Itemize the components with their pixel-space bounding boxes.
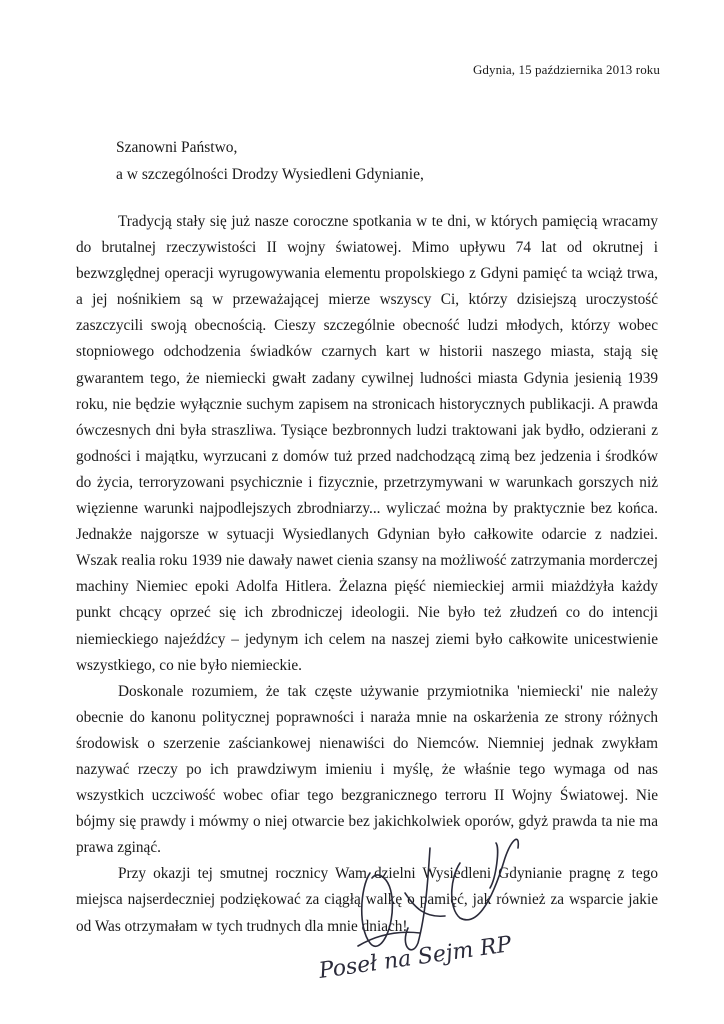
handwritten-signature bbox=[300, 818, 560, 1018]
paragraph-2: Doskonale rozumiem, że tak częste używanie przymiotnika 'niemiecki' nie należy obecnie do kanonu politycznej poprawności i naraża mnie na oskarżenia ze strony różnych środowisk o szerzenie zaściankowej nienawiści do Niemców. Niemniej jednak zwykłam nazywać rzeczy po ich prawdziwym imieniu i myślę, że właśnie tego wymaga od nas wszystkich uczciwość wobec ofiar tego bezgranicznego terroru II Wojny Światowej. Nie bójmy się prawdy i mówmy o niej otwarcie bez jakichkolwiek oporów, gdyż prawda ta nie ma prawa zginąć. bbox=[76, 682, 658, 857]
signature-drawing bbox=[300, 818, 560, 1018]
salutation bbox=[116, 134, 424, 188]
signature-note: Poseł na Sejm RP bbox=[317, 932, 513, 984]
paragraph-3: Przy okazji tej smutnej rocznicy Wam dzielni Wysiedleni Gdynianie pragnę z tego miejsca najserdeczniej podziękować za ciągłą walkę o pamięć, jak również za wsparcie jakie od Was otrzymałam w tych trudnych dla mnie dniach! bbox=[76, 865, 658, 935]
date-line: Gdynia, 15 października 2013 roku bbox=[472, 62, 660, 77]
salutation-line-2: a w szczególności Drodzy Wysiedleni Gdynianie, bbox=[116, 166, 424, 183]
salutation-line-1: Szanowni Państwo, bbox=[116, 139, 238, 156]
paragraph-1: Tradycją stały się już nasze coroczne spotkania w te dni, w których pamięcią wracamy do brutalnej rzeczywistości II wojny światowej. Mimo upływu 74 lat od okrutnej i bezwzględnej operacji wyrugowywania elementu propolskiego z Gdyni pamięć ta wciąż trwa, a jej nośnikiem są w przeważającej mierze wszyscy Ci, którzy dzisiejszą uroczystość zaszczycili swoją obecnością. Cieszy szczególnie obecność ludzi młodych, którzy wobec stopniowego odchodzenia świadków czarnych kart w historii naszego miasta, stają się gwarantem tego, że niemiecki gwałt zadany cywilnej ludności miasta Gdynia jesienią 1939 roku, nie będzie wyłącznie suchym zapisem na stronicach historycznych publikacji. A prawda ówczesnych dni była straszliwa. Tysiące bezbronnych ludzi traktowani jak bydło, odzierani z godności i majątku, wyrzucani z domów tuż przed nadchodzącą zimą bez jedzenia i środków do życia, terroryzowani psychicznie i fizycznie, przetrzymywani w warunkach gorszych niż więzienne warunki najpodlejszych zbrodniarzy... wyliczać można by praktycznie bez końca. Jednakże najgorsze w sytuacji Wysiedlanych Gdynian było całkowite odarcie z nadziei. Wszak realia roku 1939 nie dawały nawet cienia szansy na możliwość zatrzymania morderczej machiny Niemiec epoki Adolfa Hitlera. Żelazna pięść niemieckiej armii miażdżyła każdy punkt chcący oprzeć się ich zbrodniczej ideologii. Nie było też złudzeń co do intencji niemieckiego najeźdźcy – jedynym ich celem na naszej ziemi było całkowite unicestwienie wszystkiego, co nie było niemieckie. bbox=[76, 213, 658, 674]
